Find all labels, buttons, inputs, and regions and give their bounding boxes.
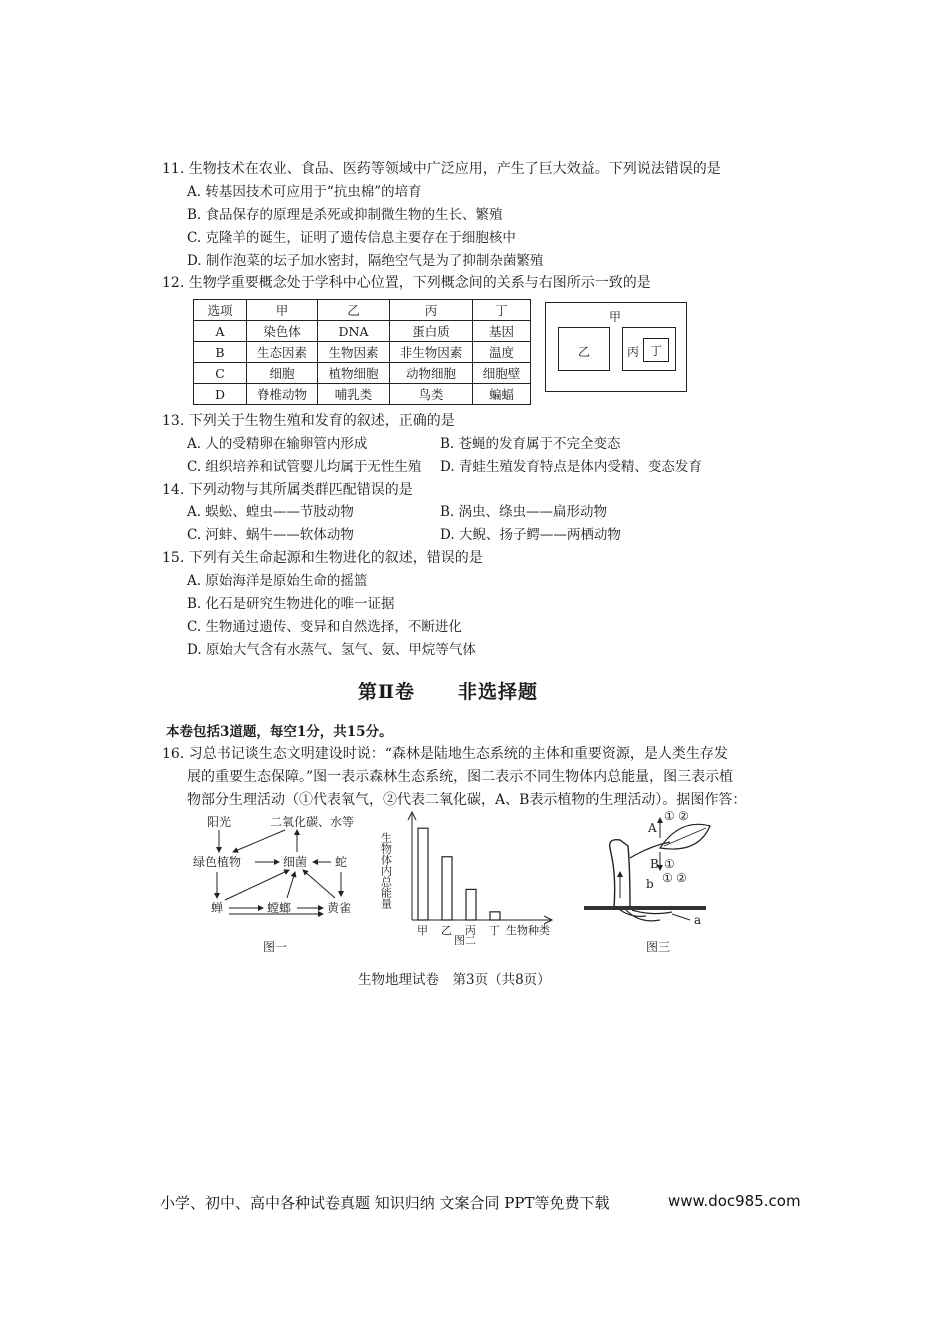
table-row [194,363,531,384]
question-11-stem: 11. 生物技术在农业、食品、医药等领域中广泛应用，产生了巨大效益。下列说法错误的是 [162,161,721,177]
table-cell: 蝙蝠 [473,384,531,405]
fig2-y-axis-label: 生物体内总能量 [380,832,393,909]
table-cell: 鸟类 [390,384,473,405]
question-16-line-2: 展的重要生态保障。”图一表示森林生态系统，图二表示不同生物体内总能量，图三表示植 [187,769,734,785]
section-note: 本卷包括3道题，每空1分，共15分。 [166,724,393,740]
table-cell: 细胞壁 [473,363,531,384]
table-cell: C [194,363,247,384]
concept-diagram-left-label: 乙 [578,345,591,359]
bar-丙 [466,889,476,920]
fig1-bacteria-label: 细菌 [283,855,308,869]
table-cell: 脊椎动物 [247,384,318,405]
question-15-option-c: C. 生物通过遗传、变异和自然选择，不断进化 [187,619,462,635]
page-footer-number: 生物地理试卷 第3页（共8页） [358,972,551,988]
table-header-cell: 甲 [247,300,318,321]
question-11-option-a: A. 转基因技术可应用于“抗虫棉”的培育 [187,184,422,200]
fig3-branch [630,842,670,858]
question-14-stem: 14. 下列动物与其所属类群匹配错误的是 [162,482,413,498]
question-15-option-d: D. 原始大气含有水蒸气、氢气、氨、甲烷等气体 [187,642,476,658]
fig3-caption: 图三 [646,940,671,954]
fig3-label-a: a [694,913,702,927]
fig1-mantis-label: 螳螂 [267,901,292,915]
table-cell: DNA [318,321,390,342]
fig3-arrow-a-root [672,914,690,920]
fig3-label-B: B [650,857,659,871]
question-14-option-a: A. 蜈蚣、蝗虫——节肢动物 [187,504,354,520]
table-cell: B [194,342,247,363]
question-13-option-d: D. 青蛙生殖发育特点是体内受精、变态发育 [440,459,702,475]
fig3-label-o1-top: ① [664,809,675,823]
question-13-option-c: C. 组织培养和试管婴儿均属于无性生殖 [187,459,422,475]
tick-label-丙: 丙 [465,924,476,937]
fig3-label-b: b [646,877,654,891]
concept-diagram-right-label: 丙 [627,345,640,359]
table-cell: 动物细胞 [390,363,473,384]
tick-label-丁: 丁 [489,924,500,937]
fig3-label-A: A [648,821,657,835]
table-header-cell: 丙 [390,300,473,321]
question-16-line-3: 物部分生理活动（①代表氧气，②代表二氧化碳，A、B表示植物的生理活动）。据图作答： [187,792,747,808]
question-13-option-b: B. 苍蝇的发育属于不完全变态 [440,436,621,452]
table-cell: A [194,321,247,342]
section-title-name: 非选择题 [458,681,539,703]
concept-diagram-inner-box: 丁 [643,338,669,362]
footer-url[interactable]: www.doc985.com [668,1192,801,1210]
question-14-option-b: B. 涡虫、绦虫——扁形动物 [440,504,608,520]
question-13-option-a: A. 人的受精卵在输卵管内形成 [187,436,368,452]
fig1-sun-label: 阳光 [207,815,232,829]
figure-1-food-web [185,808,375,958]
bar-乙 [442,857,452,920]
fig1-caption: 图一 [263,940,288,954]
tick-label-乙: 乙 [441,924,452,937]
question-11-option-b: B. 食品保存的原理是杀死或抑制微生物的生长、繁殖 [187,207,503,223]
figure-2-bar-chart [380,810,580,945]
question-15-option-b: B. 化石是研究生物进化的唯一证据 [187,596,395,612]
question-11-option-c: C. 克隆羊的诞生，证明了遗传信息主要存在于细胞核中 [187,230,516,246]
table-header-cell: 丁 [473,300,531,321]
table-row [194,321,531,342]
bar-甲 [418,828,428,920]
table-header-cell: 选项 [194,300,247,321]
fig2-x-axis-label: 生物种类 [506,924,550,937]
fig1-snake-label: 蛇 [335,855,348,869]
table-row [194,384,531,405]
fig3-roots [620,910,672,921]
footer-ad-text: 小学、初中、高中各种试卷真题 知识归纳 文案合同 PPT等免费下载 [160,1194,610,1212]
tick-label-甲: 甲 [417,924,428,937]
table-cell: 基因 [473,321,531,342]
table-cell: 细胞 [247,363,318,384]
fig1-co2-label: 二氧化碳、水等 [270,815,355,829]
table-header-row [194,300,531,321]
fig1-cicada-label: 蝉 [211,901,224,915]
table-header-cell: 乙 [318,300,390,321]
table-cell: 温度 [473,342,531,363]
fig1-oriole-label: 黄雀 [327,901,352,915]
question-11-option-d: D. 制作泡菜的坛子加水密封，隔绝空气是为了抑制杂菌繁殖 [187,253,544,269]
table-cell: 非生物因素 [390,342,473,363]
question-16-line-1: 16. 习总书记谈生态文明建设时说：“森林是陆地生态系统的主体和重要资源，是人类生存发 [162,746,728,762]
concept-diagram-outer-label: 甲 [609,310,622,324]
table-cell: 植物细胞 [318,363,390,384]
table-cell: 蛋白质 [390,321,473,342]
bar-丁 [490,912,500,920]
fig3-label-o2-top: ② [678,809,689,823]
fig3-label-o1-low: ① [662,871,673,885]
table-row [194,342,531,363]
question-15-option-a: A. 原始海洋是原始生命的摇篮 [187,573,368,589]
question-14-option-c: C. 河蚌、蜗牛——软体动物 [187,527,354,543]
fig3-label-o1-mid: ① [664,857,675,871]
fig1-plant-label: 绿色植物 [193,855,242,869]
table-cell: 哺乳类 [318,384,390,405]
fig3-label-o2-low: ② [676,871,687,885]
question-14-option-d: D. 大鲵、扬子鳄——两栖动物 [440,527,621,543]
fig3-leaf-vein [664,828,706,846]
table-cell: D [194,384,247,405]
question-12-table [193,299,531,405]
fig3-ground [584,906,706,910]
question-15-stem: 15. 下列有关生命起源和生物进化的叙述，错误的是 [162,550,483,566]
fig2-caption: 图二 [454,934,476,945]
section-title-part: 第Ⅱ卷 [358,681,416,703]
table-cell: 生态因素 [247,342,318,363]
table-cell: 生物因素 [318,342,390,363]
table-cell: 染色体 [247,321,318,342]
figure-3-plant [580,808,720,958]
question-13-stem: 13. 下列关于生物生殖和发育的叙述，正确的是 [162,413,455,429]
question-12-stem: 12. 生物学重要概念处于学科中心位置，下列概念间的关系与右图所示一致的是 [162,275,651,291]
